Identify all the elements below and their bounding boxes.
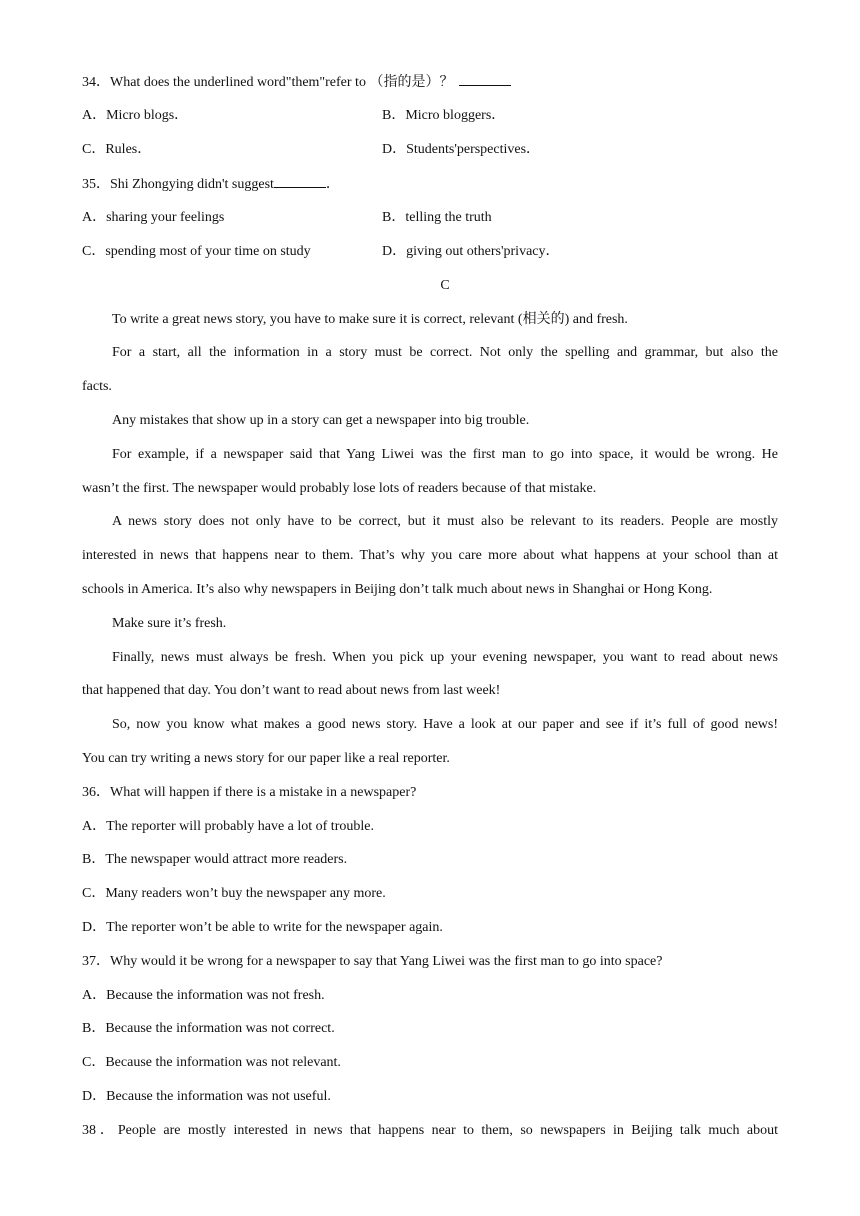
passage-p7-line1: Finally, news must always be fresh. When you pick up your evening newspaper, you want to read about news [112, 650, 778, 665]
q37-option-b: B．Because the information was not correct. [82, 1021, 335, 1036]
passage-p5-line3: schools in America. It’s also why newspapers in Beijing don’t talk much about news in Shanghai or Hong Kong. [82, 582, 713, 597]
passage-p5-line2: interested in news that happens near to them. That’s why you care more about what happens at your school than at [82, 548, 778, 563]
answer-blank-34 [459, 72, 511, 86]
q34-option-a: A．Micro blogs． [82, 108, 189, 123]
passage-p2-line1: For a start, all the information in a story must be correct. Not only the spelling and grammar, but also the [112, 345, 778, 360]
q35-option-a: A．sharing your feelings [82, 210, 225, 225]
q36-option-d: D．The reporter won’t be able to write for the newspaper again. [82, 920, 443, 935]
passage-p2-line2: facts. [82, 379, 112, 394]
q37-option-c: C．Because the information was not relevant. [82, 1055, 341, 1070]
question-34-stem: 34．What does the underlined word"them"refer to （指的是）？ [82, 75, 454, 90]
passage-p5-line1: A news story does not only have to be correct, but it must also be relevant to its readers. People are mostly [112, 514, 778, 529]
question-34 [82, 72, 511, 93]
q35-option-c: C．spending most of your time on study [82, 244, 311, 259]
q34-option-c: C．Rules． [82, 142, 152, 157]
question-35-stem-end: ． [325, 177, 340, 192]
passage-p4-line1: For example, if a newspaper said that Yang Liwei was the first man to go into space, it would be wrong. He [112, 447, 778, 462]
question-37-stem: 37．Why would it be wrong for a newspaper to say that Yang Liwei was the first man to go into space? [82, 954, 663, 969]
question-38-stem: 38．People are mostly interested in news that happens near to them, so newspapers in Beijing talk much about [82, 1123, 778, 1138]
q36-option-c: C．Many readers won’t buy the newspaper any more. [82, 886, 386, 901]
passage-p6: Make sure it’s fresh. [112, 616, 227, 631]
q35-option-d: D．giving out others'privacy． [382, 244, 560, 259]
q37-option-d: D．Because the information was not useful. [82, 1089, 331, 1104]
question-35-stem: 35．Shi Zhongying didn't suggest [82, 177, 274, 192]
q34-option-b: B．Micro bloggers． [382, 108, 506, 123]
q36-option-a: A．The reporter will probably have a lot of trouble. [82, 819, 374, 834]
passage-p8-line1: So, now you know what makes a good news story. Have a look at our paper and see if it’s full of good news! [112, 717, 778, 732]
question-35 [82, 174, 340, 195]
passage-p1: To write a great news story, you have to make sure it is correct, relevant (相关的) and fresh. [112, 312, 628, 327]
passage-p7-line2: that happened that day. You don’t want to read about news from last week! [82, 683, 501, 698]
answer-blank-35 [274, 174, 326, 188]
passage-p3: Any mistakes that show up in a story can get a newspaper into big trouble. [112, 413, 530, 428]
q36-option-b: B．The newspaper would attract more readers. [82, 852, 348, 867]
passage-p8-line2: You can try writing a news story for our paper like a real reporter. [82, 751, 450, 766]
q34-option-d: D．Students'perspectives． [382, 142, 541, 157]
q35-option-b: B．telling the truth [382, 210, 492, 225]
question-36-stem: 36．What will happen if there is a mistake in a newspaper? [82, 785, 417, 800]
q37-option-a: A．Because the information was not fresh. [82, 988, 325, 1003]
passage-label: C [440, 278, 450, 293]
passage-p4-line2: wasn’t the first. The newspaper would probably lose lots of readers because of that mistake. [82, 481, 597, 496]
